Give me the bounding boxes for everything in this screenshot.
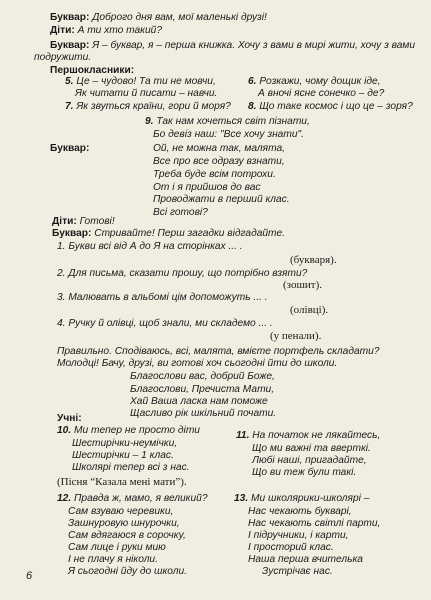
dialogue-line: Буквар: Доброго дня вам, мої маленькі друзі! (50, 12, 267, 23)
dialogue-line: Діти: Готові! (52, 216, 115, 227)
verse-line: Сам лице і руки мию (68, 542, 166, 553)
verse-line: Любі наші, пригадайте, (252, 455, 367, 466)
verse-line: Нас чекають світлі парти, (248, 518, 381, 529)
verse-line: 10. Ми тепер не просто діти (57, 425, 200, 436)
song-note: (Пісня “Казала мені мати”). (57, 476, 187, 488)
verse-line: Що ви теж були такі. (252, 467, 357, 478)
verse-line: Зашнуровую шнурочки, (68, 518, 180, 529)
verse-line: 8. Що таке космос і що це – зоря? (248, 101, 413, 112)
riddle-line: 1. Букви всі від А до Я на сторінках ... . (57, 241, 243, 252)
dialogue-line: Діти: А ти хто такий? (50, 25, 162, 36)
verse-line: Сам взуваю черевики, (68, 506, 174, 517)
verse-line: Як читати й писати – навчи. (75, 88, 218, 99)
riddle-answer: (олівці). (290, 304, 329, 316)
verse-line: А вночі ясне сонечко – де? (258, 88, 385, 99)
verse-line: І просторий клас. (248, 542, 334, 553)
verse-line: 13. Ми школярики-школярі – (234, 493, 370, 504)
verse-line: 9. Так нам хочеться світ пізнати, (145, 116, 310, 127)
verse-line: 7. Як звуться країни, гори й моря? (65, 101, 231, 112)
verse-line: Нас чекають букварі, (248, 506, 352, 517)
dialogue-line: Буквар: Я – буквар, я – перша книжка. Хочу з вами в мирі жити, хочу з вами (50, 40, 416, 51)
verse-line: 12. Правда ж, мамо, я великий? (57, 493, 208, 504)
verse-line: І підручники, і карти, (248, 530, 349, 541)
verse-line: Проводжати в перший клас. (153, 194, 290, 205)
verse-line: Зустрічає нас. (262, 566, 333, 577)
verse-line: Що ми важні та вверткі. (252, 443, 371, 454)
dialogue-line: Буквар: Стривайте! Перш загадки відгадайте. (52, 228, 286, 239)
verse-line: Благослови, Пречиста Мати, (130, 384, 275, 395)
verse-line: Всі готові? (153, 207, 208, 218)
verse-line: 5. Це – чудово! Та ти не мовчи, (65, 76, 216, 87)
verse-line: Ой, не можна так, малята, (153, 143, 285, 154)
section-heading: Учні: (57, 413, 82, 424)
riddle-answer: (зошит). (283, 279, 323, 291)
verse-line: І не плачу я ніколи. (68, 554, 158, 565)
riddle-answer: (у пенали). (270, 330, 322, 342)
riddle-line: 4. Ручку й олівці, щоб знали, ми складемо ... . (57, 318, 273, 329)
verse-line: Щасливо рік шкільний почати. (130, 408, 277, 419)
verse-line: Школярі тепер всі з нас. (72, 462, 190, 473)
speaker-label: Буквар: (50, 143, 90, 154)
verse-line: Шестирічки-неумічки, (72, 438, 178, 449)
verse-line: 6. Розкажи, чому дощик іде, (248, 76, 381, 87)
verse-line: Все про все одразу взнати, (153, 156, 285, 167)
verse-line: 11. На початок не лякайтесь, (236, 430, 381, 441)
verse-line: Треба буде всім потрохи. (153, 169, 276, 180)
verse-line: Хай Ваша ласка нам поможе (130, 396, 268, 407)
verse-line: Сам вдягаюся в сорочку, (68, 530, 186, 541)
verse-line: Благослови вас, добрий Боже, (130, 371, 275, 382)
verse-line: Я сьогодні йду до школи. (68, 566, 187, 577)
verse-line: От і я прийшов до вас (153, 182, 261, 193)
verse-line: Наша перша вчителька (248, 554, 363, 565)
riddle-answer: (букваря). (290, 254, 337, 266)
dialogue-line: Молодці! Бачу, друзі, ви готові хоч сьогодні йти до школи. (57, 358, 338, 369)
verse-line: Шестирічки – 1 клас. (72, 450, 174, 461)
dialogue-line: подружити. (34, 52, 92, 63)
page-number: 6 (26, 570, 33, 582)
riddle-line: 2. Для письма, сказати прошу, що потрібно взяти? (57, 268, 308, 279)
verse-line: Бо девіз наш: "Все хочу знати". (153, 129, 304, 140)
section-heading: Першокласники: (50, 65, 135, 76)
dialogue-line: Правильно. Сподіваюсь, всі, малята, вмієте портфель складати? (57, 346, 380, 357)
riddle-line: 3. Малювать в альбомі цім допоможуть ... . (57, 292, 268, 303)
